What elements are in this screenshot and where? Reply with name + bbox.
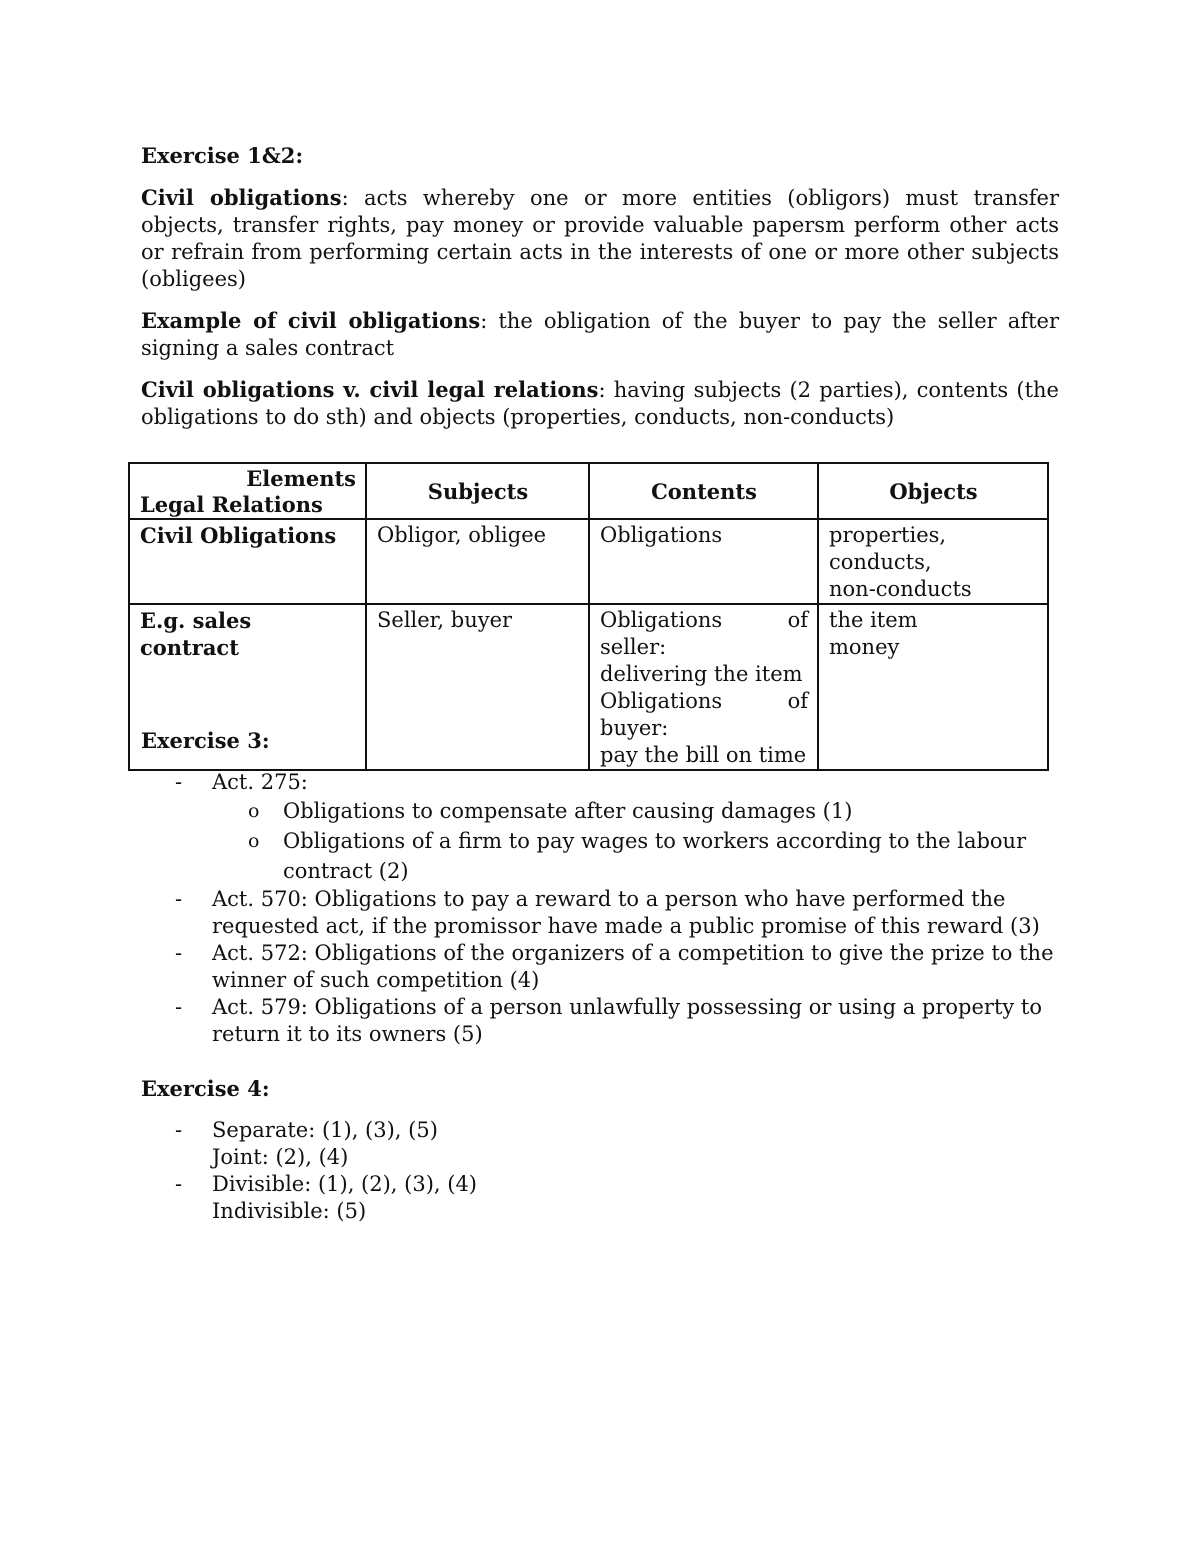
objects-line: non-conducts <box>829 577 972 601</box>
cell-subjects: Obligor, obligee <box>366 519 589 604</box>
sub-list-item <box>141 826 1059 886</box>
row-label: Civil Obligations <box>129 519 366 604</box>
dash-marker: - <box>175 887 183 911</box>
header-subjects: Subjects <box>366 463 589 519</box>
term: Civil obligations <box>141 185 342 210</box>
objects-line: money <box>829 635 900 659</box>
civil-obligations-example <box>141 307 1059 362</box>
list-item-text: Act. 572: Obligations of the organizers of a competition to give the prize to the winner of such competition (4) <box>212 941 1054 992</box>
obligations-vs-relations <box>141 376 1059 431</box>
list-item-line: Separate: (1), (3), (5) <box>212 1118 438 1142</box>
comparison-text: : having subjects (2 parties), contents (the obligations to do sth) and objects (properties, conducts, non-conducts) <box>141 378 1059 429</box>
contents-line: Obligations of buyer: <box>600 689 808 740</box>
example-text: : the obligation of the buyer to pay the seller after signing a sales contract <box>141 309 1059 360</box>
term: Example of civil obligations <box>141 308 481 333</box>
dash-marker: - <box>175 1118 183 1142</box>
exercise-4-heading: Exercise 4: <box>141 1076 270 1101</box>
table-header-row <box>129 463 1048 519</box>
list-item-line: Divisible: (1), (2), (3), (4) <box>212 1172 478 1196</box>
circle-marker: o <box>248 830 260 852</box>
sub-list-item-text: Obligations to compensate after causing damages (1) <box>283 799 853 823</box>
list-item-line: Joint: (2), (4) <box>212 1145 349 1169</box>
list-item <box>141 769 1059 886</box>
cell-subjects: Seller, buyer <box>366 604 589 770</box>
term: Civil obligations v. civil legal relations <box>141 377 599 402</box>
row-label: E.g. sales contract <box>129 604 366 770</box>
dash-marker: - <box>175 770 183 794</box>
list-item-text: Act. 275: <box>212 770 308 794</box>
definition-text: : acts whereby one or more entities (obligors) must transfer objects, transfer rights, pay money or provide valuable papersm perform other acts or refrain from performing certain acts in the interests of one or more other subjects (obligees) <box>141 186 1059 291</box>
sub-list <box>212 796 1059 886</box>
header-contents: Contents <box>589 463 818 519</box>
contents-line: pay the bill on time <box>600 743 807 767</box>
exercise-1-2-section <box>141 142 1059 445</box>
dash-marker: - <box>175 941 183 965</box>
cell-objects <box>818 519 1048 604</box>
classification-list <box>141 1117 1059 1225</box>
contents-line: delivering the item <box>600 662 803 686</box>
list-item <box>141 940 1059 994</box>
list-item-line: Indivisible: (5) <box>212 1199 367 1223</box>
exercise-4-section <box>141 1075 1059 1225</box>
act-list <box>141 769 1059 1048</box>
exercise-3-section <box>141 727 1059 1048</box>
elements-table <box>128 462 1049 771</box>
list-item-text: Act. 570: Obligations to pay a reward to a person who have performed the requested act, if the promissor have made a public promise of this reward (3) <box>212 887 1040 938</box>
civil-obligations-definition <box>141 184 1059 293</box>
table-row <box>129 519 1048 604</box>
corner-legal-relations-label: Legal Relations <box>140 492 323 517</box>
list-item-text: Act. 579: Obligations of a person unlawfully possessing or using a property to return it to its owners (5) <box>212 995 1043 1046</box>
list-item <box>141 886 1059 940</box>
dash-marker: - <box>175 995 183 1019</box>
corner-cell <box>129 463 366 519</box>
cell-contents: Obligations <box>589 519 818 604</box>
objects-line: properties, conducts, <box>829 523 947 574</box>
exercise-3-heading: Exercise 3: <box>141 728 270 753</box>
list-item <box>141 1117 1059 1171</box>
header-objects: Objects <box>818 463 1048 519</box>
corner-elements-label: Elements <box>246 466 356 491</box>
contents-line: Obligations of seller: <box>600 608 808 659</box>
sub-list-item-text: Obligations of a firm to pay wages to workers according to the labour contract (2) <box>283 829 1027 883</box>
circle-marker: o <box>248 800 260 822</box>
sub-list-item <box>141 796 1059 826</box>
exercise-1-2-heading: Exercise 1&2: <box>141 143 304 168</box>
dash-marker: - <box>175 1172 183 1196</box>
list-item <box>141 994 1059 1048</box>
objects-line: the item <box>829 608 918 632</box>
list-item <box>141 1171 1059 1225</box>
